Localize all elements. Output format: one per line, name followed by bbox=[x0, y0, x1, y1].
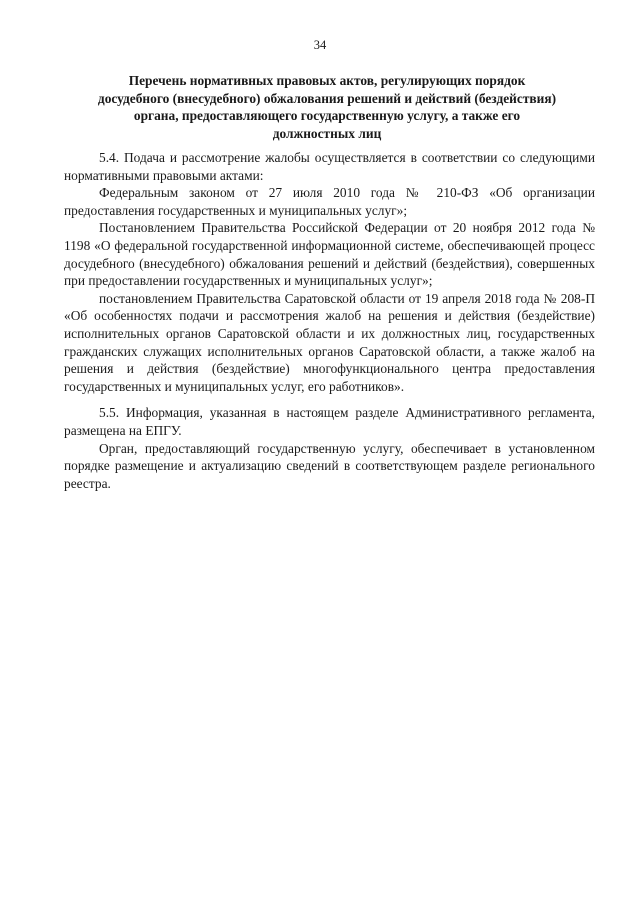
section-heading: Перечень нормативных правовых актов, регулирующих порядок досудебного (внесудебного) обжалования решений и действий (бездействия) органа, предоставляющего государственную услугу, а также его должностных лиц bbox=[97, 73, 557, 141]
paragraph-saratov-decree: постановлением Правительства Саратовской области от 19 апреля 2018 года № 208-П «Об особенностях подачи и рассмотрения жалоб на решения и действия (бездействие) исполнительных органов Саратовской области и их должностных лиц, государственных гражданских служащих исполнительных органов Саратовской области, а также жалоб на решения и действия (бездействие) многофункционального центра предоставления государственных и муниципальных услуг, его работников». bbox=[64, 290, 595, 394]
paragraph-5-4: 5.4. Подача и рассмотрение жалобы осуществляется в соответствии со следующими нормативными правовыми актами: bbox=[64, 150, 595, 183]
document-body bbox=[64, 149, 595, 492]
paragraph-federal-law: Федеральным законом от 27 июля 2010 года № 210-ФЗ «Об организации предоставления государственных и муниципальных услуг»; bbox=[64, 185, 595, 218]
paragraph-5-5: 5.5. Информация, указанная в настоящем разделе Административного регламента, размещена на ЕПГУ. bbox=[64, 405, 595, 438]
paragraph-government-decree: Постановлением Правительства Российской Федерации от 20 ноября 2012 года № 1198 «О федеральной государственной информационной системе, обеспечивающей процесс досудебного (внесудебного) обжалования решений и действий (бездействия), совершенных при предоставлении государственных и муниципальных услуг»; bbox=[64, 220, 595, 289]
page-number: 34 bbox=[313, 38, 327, 52]
paragraph-registry: Орган, предоставляющий государственную услугу, обеспечивает в установленном порядке размещение и актуализацию сведений в соответствующем разделе регионального реестра. bbox=[64, 440, 595, 491]
